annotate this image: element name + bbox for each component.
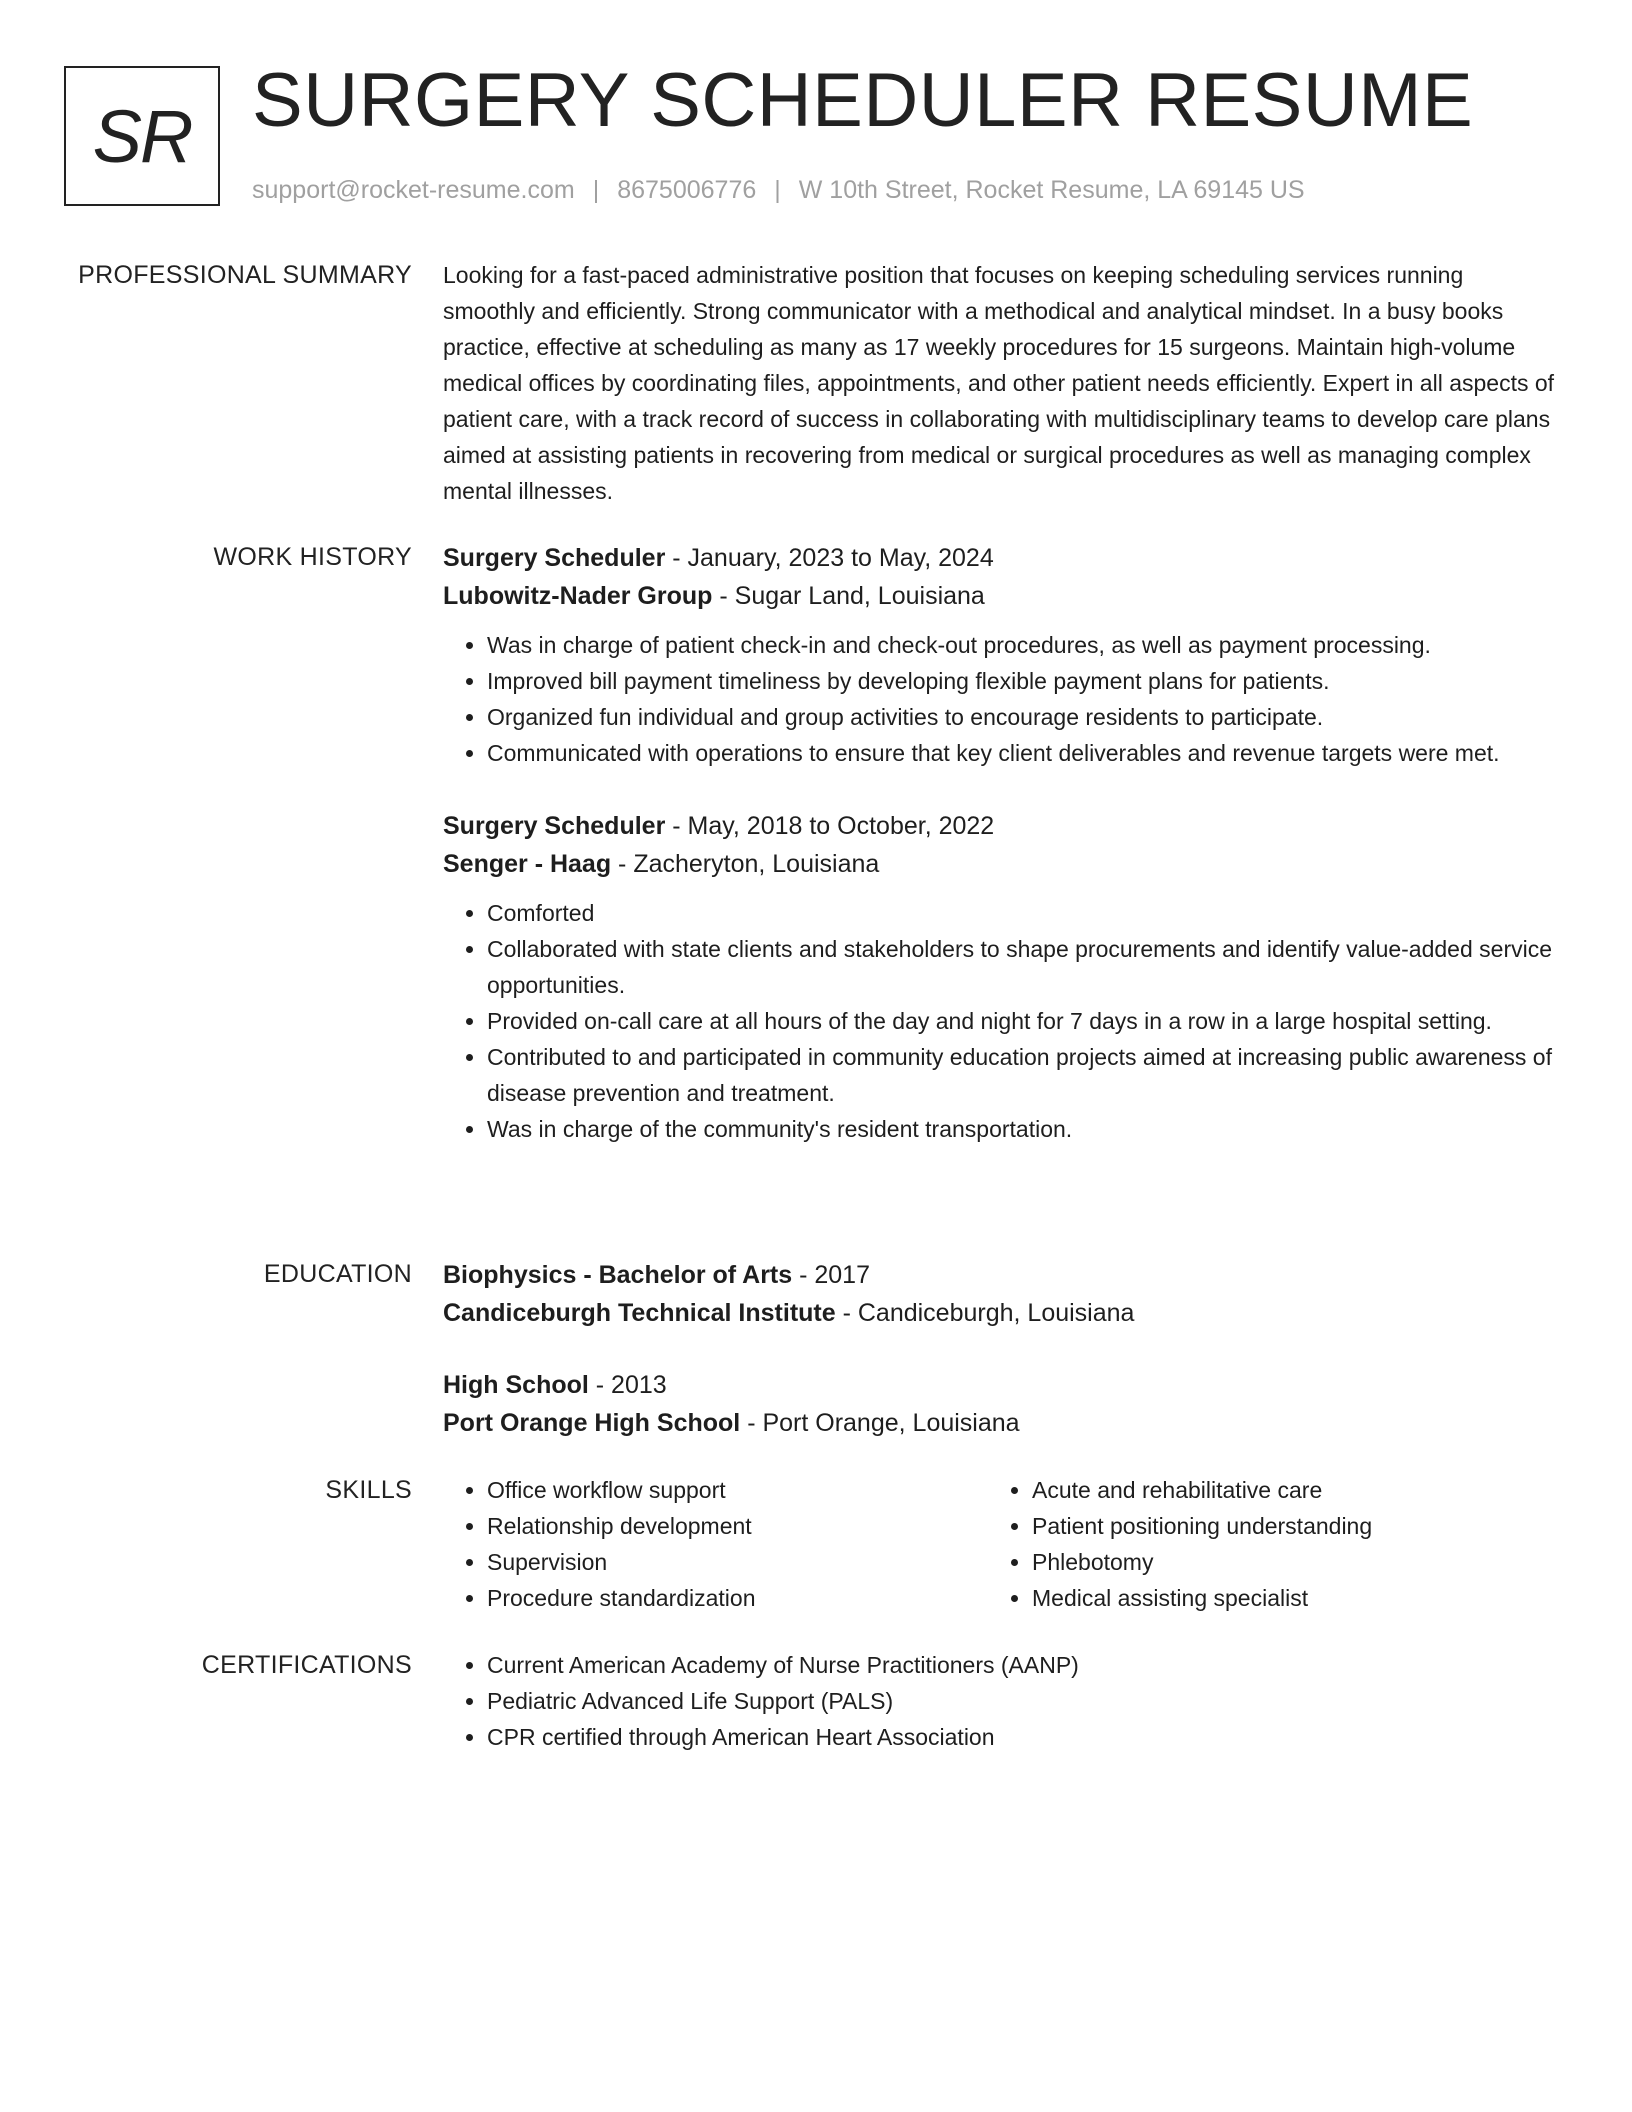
section-label-summary: PROFESSIONAL SUMMARY [78,261,412,289]
job-bullet: • Provided on-call care at all hours of the day and night for 7 days in a row in a large hospital setting. [487,1003,1555,1039]
education-school: Port Orange High School [443,1409,741,1437]
education-location: - Candiceburgh, Louisiana [835,1299,1135,1327]
skills-column-left [443,1472,988,1616]
job-bullet: • Was in charge of the community's resident transportation. [487,1111,1555,1147]
work-history-body [443,539,1555,1147]
job-bullet: • Comforted [487,895,1555,931]
job-title: Surgery Scheduler [443,812,666,840]
education-degree: High School [443,1371,589,1399]
education-school-line [443,1404,1555,1442]
job-company-line [443,845,1555,883]
skill-item: • Supervision [487,1544,988,1580]
skill-item: • Patient positioning understanding [1032,1508,1533,1544]
job-location: - Sugar Land, Louisiana [712,582,985,610]
job-company: Lubowitz-Nader Group [443,582,713,610]
skills-grid [443,1472,1555,1616]
section-label-skills: SKILLS [325,1476,412,1504]
job-bullets [443,627,1555,771]
education-entry [443,1256,1555,1332]
certifications-body [443,1647,1555,1755]
job-bullet: • Collaborated with state clients and stakeholders to shape procurements and identify value-added service opportunities. [487,931,1555,1003]
job-bullet: • Was in charge of patient check-in and check-out procedures, as well as payment processing. [487,627,1555,663]
section-label-work-history: WORK HISTORY [213,543,412,571]
education-degree-line [443,1256,1555,1294]
education-degree-line [443,1366,1555,1404]
contact-email: support@rocket-resume.com [252,176,575,204]
skills-body [443,1472,1555,1616]
certification-item: • Current American Academy of Nurse Practitioners (AANP) [487,1647,1555,1683]
contact-separator: | [774,176,781,204]
summary-body [443,257,1555,509]
skill-item: • Medical assisting specialist [1032,1580,1533,1616]
certifications-list [443,1647,1555,1755]
education-entry [443,1366,1555,1442]
job-dates: - January, 2023 to May, 2024 [665,544,994,572]
education-year: - 2017 [792,1261,870,1289]
job-bullet: • Organized fun individual and group activities to encourage residents to participate. [487,699,1555,735]
education-location: - Port Orange, Louisiana [740,1409,1020,1437]
skills-column-right [988,1472,1533,1616]
page-title: SURGERY SCHEDULER RESUME [252,58,1474,143]
education-body [443,1256,1555,1442]
job-location: - Zacheryton, Louisiana [611,850,880,878]
education-school-line [443,1294,1555,1332]
section-label-certifications: CERTIFICATIONS [201,1651,412,1679]
skills-list-left [443,1472,988,1616]
monogram-logo: SR [64,66,220,206]
job-bullet: • Improved bill payment timeliness by developing flexible payment plans for patients. [487,663,1555,699]
summary-text: Looking for a fast-paced administrative position that focuses on keeping scheduling services running smoothly and efficiently. Strong communicator with a methodical and analytical mindset. In a busy books practice, effective at scheduling as many as 17 weekly procedures for 15 surgeons. Maintain high-volume medical offices by coordinating files, appointments, and other patient needs efficiently. Expert in all aspects of patient care, with a track record of success in collaborating with multidisciplinary teams to develop care plans aimed at assisting patients in recovering from medical or surgical procedures as well as managing complex mental illnesses. [443,262,1555,504]
skill-item: • Procedure standardization [487,1580,988,1616]
certification-item: • Pediatric Advanced Life Support (PALS) [487,1683,1555,1719]
job-dates: - May, 2018 to October, 2022 [665,812,995,840]
section-label-education: EDUCATION [263,1260,412,1288]
education-degree: Biophysics - Bachelor of Arts [443,1261,793,1289]
job-company: Senger - Haag [443,850,612,878]
contact-line [252,172,1305,208]
skill-item: • Phlebotomy [1032,1544,1533,1580]
skills-list-right [988,1472,1533,1616]
certification-item: • CPR certified through American Heart Association [487,1719,1555,1755]
job-title: Surgery Scheduler [443,544,666,572]
job-bullet: • Communicated with operations to ensure that key client deliverables and revenue targets were met. [487,735,1555,771]
contact-address: W 10th Street, Rocket Resume, LA 69145 US [798,176,1305,204]
skill-item: • Office workflow support [487,1472,988,1508]
skill-item: • Relationship development [487,1508,988,1544]
education-school: Candiceburgh Technical Institute [443,1299,836,1327]
job-bullet: • Contributed to and participated in community education projects aimed at increasing public awareness of disease prevention and treatment. [487,1039,1555,1111]
job-title-line [443,539,1555,577]
job-entry [443,539,1555,771]
job-company-line [443,577,1555,615]
job-entry [443,807,1555,1147]
job-title-line [443,807,1555,845]
job-bullets [443,895,1555,1147]
contact-separator: | [592,176,600,204]
contact-phone: 8675006776 [617,176,757,204]
education-year: - 2013 [588,1371,667,1399]
skill-item: • Acute and rehabilitative care [1032,1472,1533,1508]
